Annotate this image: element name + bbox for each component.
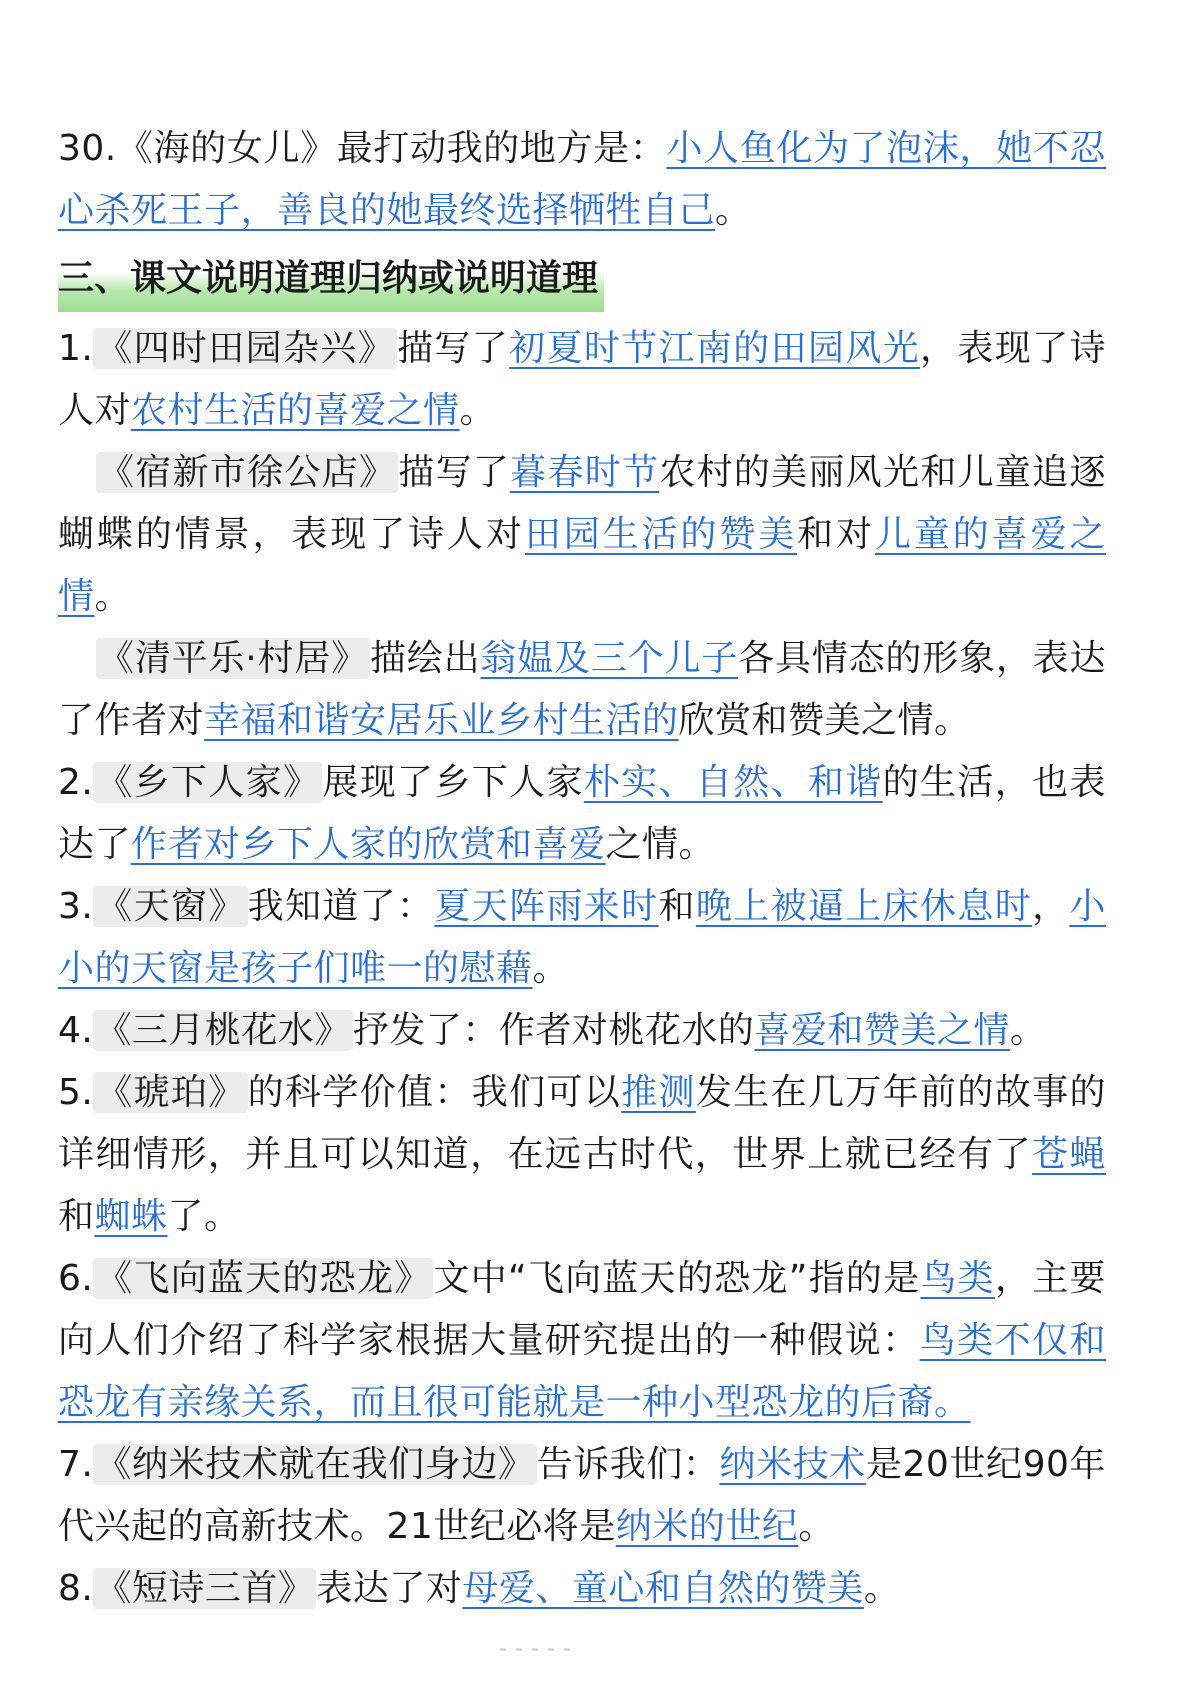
item-1-num: 1. — [58, 328, 94, 369]
item-5-title: 《琥珀》 — [95, 1072, 246, 1113]
item-7-text: 告诉我们： — [536, 1444, 720, 1485]
item-3-end: 。 — [532, 948, 570, 989]
item-8-answer: 母爱、童心和自然的赞美 — [462, 1568, 864, 1609]
item-5-answer: 推测 — [621, 1072, 696, 1113]
item-1 — [58, 318, 1106, 442]
item-1b-text: 农村的美丽风光和儿童追逐蝴蝶的情景，表现了诗人对 — [58, 452, 1106, 555]
item-7-end: 。 — [798, 1506, 835, 1547]
item-3-text: 我知道了： — [247, 886, 435, 927]
item-1-text: 描写了 — [397, 328, 510, 369]
item-1b-text: 和对 — [797, 514, 875, 555]
item-3-num: 3. — [58, 886, 94, 927]
item-6-text: 文中“飞向蓝天的恐龙”指的是 — [433, 1258, 921, 1299]
item-4-end: 。 — [1009, 1010, 1047, 1051]
item-5-num: 5. — [58, 1072, 94, 1113]
item-2-text: 之情。 — [605, 824, 716, 865]
item-1c-text: 描绘出 — [369, 638, 481, 679]
item-1c-text: 欣赏和赞美之情。 — [678, 700, 971, 741]
item-8-num: 8. — [58, 1568, 94, 1609]
item-1c-answer: 幸福和谐安居乐业乡村生活的 — [204, 700, 679, 741]
section-3-heading: 三、课文说明道理归纳或说明道理 — [58, 246, 604, 312]
item-1b-text: 描写了 — [398, 452, 511, 493]
item-30-end: 。 — [715, 190, 752, 231]
item-1c-title: 《清平乐·村居》 — [98, 638, 368, 679]
item-7-title: 《纳米技术就在我们身边》 — [95, 1444, 535, 1485]
item-1-title: 《四时田园杂兴》 — [95, 328, 396, 369]
item-6-title: 《飞向蓝天的恐龙》 — [95, 1258, 432, 1299]
item-6 — [58, 1248, 1106, 1434]
item-7-text: 是20世纪90年代兴起的高新技术。21世纪必将是 — [58, 1444, 1106, 1547]
item-8-title: 《短诗三首》 — [95, 1568, 315, 1609]
item-3-text: ， — [1032, 886, 1070, 927]
item-2-title: 《乡下人家》 — [95, 762, 321, 803]
item-4-num: 4. — [58, 1010, 94, 1051]
item-1b-title: 《宿新市徐公店》 — [98, 452, 397, 493]
footer-dot — [532, 1648, 538, 1651]
item-6-answer: 鸟类不仅和恐龙有亲缘关系，而且很可能就是一种小型恐龙的后裔。 — [58, 1320, 1106, 1423]
item-8-text: 表达了对 — [316, 1568, 463, 1609]
item-1-answer: 农村生活的喜爱之情 — [131, 390, 460, 431]
item-3 — [58, 876, 1106, 1000]
item-30 — [58, 118, 1106, 242]
item-5 — [58, 1062, 1106, 1248]
item-4-answer: 喜爱和赞美之情 — [754, 1010, 1010, 1051]
item-3-title: 《天窗》 — [95, 886, 246, 927]
item-2-answer: 朴实、自然、和谐 — [583, 762, 883, 803]
item-5-answer: 苍蝇 — [1032, 1134, 1106, 1175]
item-5-answer: 蜘蛛 — [94, 1196, 168, 1237]
item-1b-end: 。 — [94, 576, 132, 617]
item-2-answer: 作者对乡下人家的欣赏和喜爱 — [131, 824, 606, 865]
item-3-answer: 晚上被逼上床休息时 — [695, 886, 1033, 927]
item-7-answer: 纳米技术 — [719, 1444, 866, 1485]
item-7 — [58, 1434, 1106, 1558]
item-3-answer: 小小的天窗是孩子们唯一的慰藉 — [58, 886, 1106, 989]
item-5-text: 的科学价值：我们可以 — [247, 1072, 622, 1113]
item-2-num: 2. — [58, 762, 94, 803]
item-5-text: 和 — [58, 1196, 95, 1237]
footer-dot — [516, 1648, 522, 1651]
item-1b — [58, 442, 1106, 628]
item-2-text: 的生活，也表达了 — [58, 762, 1106, 865]
item-4-text: 抒发了：作者对桃花水的 — [352, 1010, 755, 1051]
item-5-text: 发生在几万年前的故事的详细情形，并且可以知道，在远古时代，世界上就已经有了 — [58, 1072, 1106, 1175]
footer-decoration — [500, 1636, 680, 1642]
item-1b-answer: 田园生活的赞美 — [524, 514, 798, 555]
item-7-num: 7. — [58, 1444, 94, 1485]
item-5-end: 了。 — [167, 1196, 241, 1237]
item-1c-answer: 翁媪及三个儿子 — [480, 638, 739, 679]
item-1b-answer: 儿童的喜爱之情 — [58, 514, 1106, 617]
item-1-end: 。 — [459, 390, 497, 431]
item-6-answer: 鸟类 — [920, 1258, 995, 1299]
item-8-end: 。 — [863, 1568, 901, 1609]
footer-dot — [548, 1648, 554, 1651]
item-2 — [58, 752, 1106, 876]
item-1-text: ，表现了诗人对 — [58, 328, 1106, 431]
notes-page — [58, 118, 1106, 1620]
item-8 — [58, 1558, 1106, 1620]
footer-dot — [500, 1648, 506, 1651]
item-3-text: 和 — [658, 886, 696, 927]
item-1c-text: 各具情态的形象，表达了作者对 — [58, 638, 1106, 741]
item-3-answer: 夏天阵雨来时 — [434, 886, 659, 927]
item-7-answer: 纳米的世纪 — [615, 1506, 799, 1547]
item-30-answer: 小人鱼化为了泡沫，她不忍心杀死王子，善良的她最终选择牺牲自己 — [58, 128, 1106, 231]
item-4-title: 《三月桃花水》 — [95, 1010, 351, 1051]
item-4 — [58, 1000, 1106, 1062]
footer-dot — [564, 1648, 570, 1651]
item-6-num: 6. — [58, 1258, 94, 1299]
item-1-answer: 初夏时节江南的田园风光 — [509, 328, 921, 369]
item-2-text: 展现了乡下人家 — [322, 762, 584, 803]
item-1c — [58, 628, 1106, 752]
item-30-lead: 30.《海的女儿》最打动我的地方是： — [58, 128, 667, 169]
item-1b-answer: 暮春时节 — [510, 452, 660, 493]
item-6-text: ，主要向人们介绍了科学家根据大量研究提出的一种假说： — [58, 1258, 1106, 1361]
